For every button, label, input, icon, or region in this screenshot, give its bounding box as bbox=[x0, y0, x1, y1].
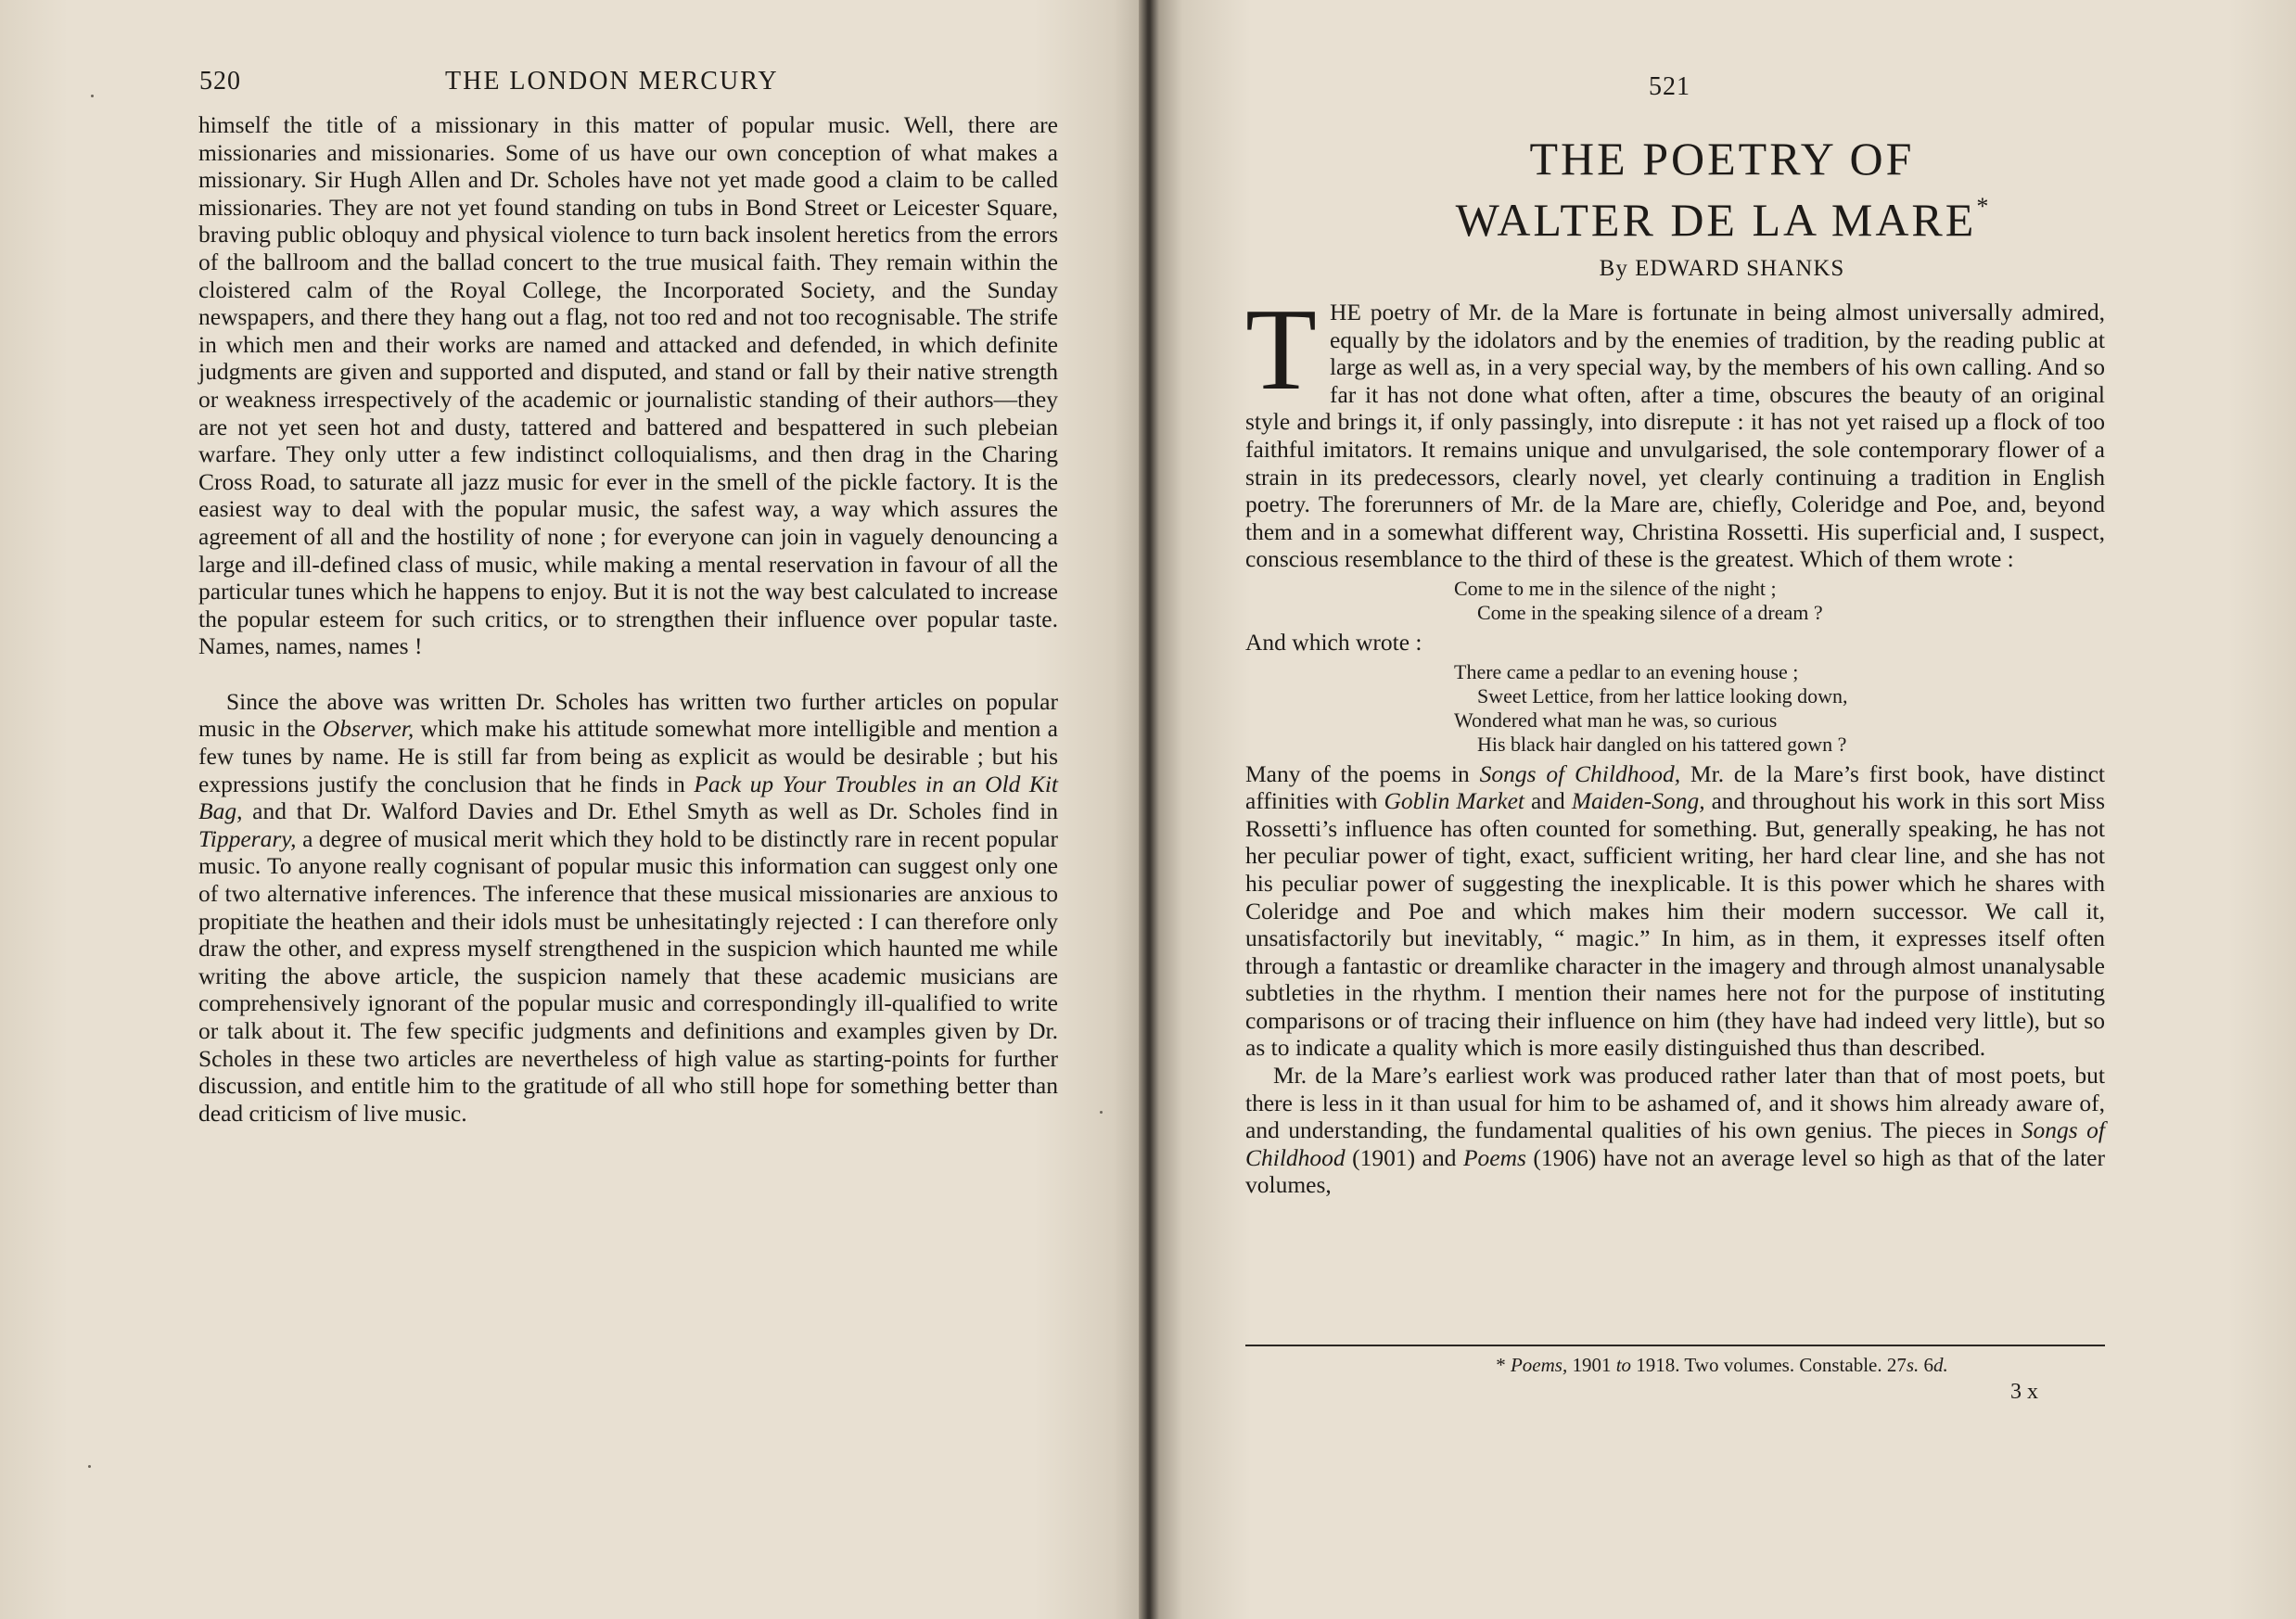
text-run: 1901 bbox=[1567, 1354, 1616, 1376]
running-head: THE LONDON MERCURY bbox=[445, 67, 779, 96]
text-run: (1906) have not an average level so high as that of the later volumes, bbox=[1245, 1143, 2105, 1199]
paper-speck bbox=[91, 95, 94, 97]
text-run: a degree of musical merit which they hold to be distinctly rare in recent popular music. To anyone really cognisant of popular music this information can suggest only one of two alternative inferences. The inference that these musical missionaries are anxious to propitiate the heathen and their idols must be unhesitatingly rejected : I can therefore only draw the other, and express myself strengthened in the suspicion which haunted me while writing the above article, the suspicion namely that these academic musicians are comprehensively ignorant of the popular music and correspondingly ill-qualified to write or talk about it. The few specific judgments and definitions and examples given by Dr. Scholes in these two articles are nevertheless of high value as starting-points for further discussion, and entitle him to the gratitude of all who still hope for something better than dead criticism of live music. bbox=[198, 824, 1058, 1127]
text-run: to bbox=[1615, 1354, 1632, 1376]
italic-title: Tipperary, bbox=[198, 824, 297, 852]
page-number: 520 bbox=[199, 67, 241, 96]
text-run: Many of the poems in bbox=[1245, 759, 1480, 787]
page-number: 521 bbox=[1649, 72, 1690, 101]
text-run: (1901) and bbox=[1345, 1143, 1463, 1171]
title-line: THE POETRY OF bbox=[1529, 133, 1915, 185]
book-gutter bbox=[1139, 0, 1159, 1619]
paragraph: himself the title of a missionary in this matter of popular music. Well, there are missionaries and missionaries. Some of us have our own conception of what makes a missionary. Sir Hugh Allen and Dr. Scholes have not yet made good a claim to be called missionaries. They are not yet found standing on tubs in Bond Street or Leicester Square, braving public obloquy and physical violence to turn back insolent heretics from the errors of the ballroom and the ballad concert to the true musical faith. They remain within the cloistered calm of the Royal College, the Incorporated Society, and the Sunday newspapers, and there they hang out a flag, not too red and not too recognisable. The strife in which men and their works are named and attacked and defended, in which definite judgments are given and supported and disputed, and stand or fall by their native strength or weakness irrespectively of the academic or journalistic standing of their authors—they are not yet seen hot and dusty, tattered and battered and bespattered in such plebeian warfare. They only utter a few indistinct colloquialisms, and then drag in the Charing Cross Road, to saturate all jazz music for ever in the smell of the pickle factory. It is the easiest way to deal with the popular music, the safest way, a way which assures the agreement of all and the hostility of none ; for everyone can join in vaguely denouncing a large and ill-defined class of music, while making a mental reservation in favour of all the particular tunes which he happens to enjoy. But it is not the way best calculated to increase the popular esteem for such critics, or to strengthen their influence over popular taste. Names, names, names ! bbox=[198, 111, 1058, 660]
text-run: Mr. de la Mare’s earliest work was produced rather later than that of most poets, but there is less in it than usual for him to be ashamed of, and it shows him already aware of, and understanding, the fundamental qualities of his own genius. The pieces in bbox=[1245, 1062, 2105, 1144]
right-text-column bbox=[1245, 286, 2105, 1199]
italic-title: Maiden-Song, bbox=[1571, 787, 1705, 815]
title-text: WALTER DE LA MARE bbox=[1455, 194, 1977, 246]
drop-cap: T bbox=[1245, 286, 1317, 414]
footnote bbox=[1148, 1354, 2296, 1377]
text-run: 6 bbox=[1919, 1354, 1934, 1376]
italic-title: Songs of Childhood bbox=[1245, 1116, 2105, 1171]
paragraph bbox=[1245, 1062, 2105, 1199]
italic-title: Goblin Market bbox=[1384, 787, 1524, 815]
text-run: HE poetry of Mr. de la Mare is fortunate in being almost universally admired, equally by the idolators and by the enemies of tradition, by the reading public at large as well as, in a very special way, by the members of his own calling. And so far it has not done what often, after a time, obscures the beauty of an original style and brings it, if only passingly, into disrepute : it has not yet raised up a flock of too faithful imitators. It remains unique and unvulgarised, the sole contemporary flower of a strain in its predecessors, clearly novel, yet clearly continuing a tradition in English poetry. The forerunners of Mr. de la Mare are, chiefly, Coleridge and Poe, and, beyond them and in a somewhat different way, Christina Rossetti. His superficial and, I suspect, conscious resemblance to the third of these is the greatest. Which of them wrote : bbox=[1245, 299, 2105, 573]
verse-line: Wondered what man he was, so curious bbox=[1454, 708, 1778, 732]
paragraph bbox=[1245, 286, 2105, 573]
byline: By EDWARD SHANKS bbox=[1599, 256, 1845, 281]
verse-line: There came a pedlar to an evening house ; bbox=[1454, 659, 1799, 683]
paragraph bbox=[198, 688, 1058, 1128]
italic-title: Pack up Your Troubles in an Old Kit Bag, bbox=[198, 770, 1058, 825]
footnote-rule bbox=[1245, 1345, 2105, 1346]
text-run: and throughout his work in this sort Miss Rossetti’s influence has often counted for something. But, generally speaking, he has not her peculiar power of tight, exact, sufficient writing, her hard clear line, and she has not his peculiar power of suggesting the inexplicable. It is this power which he shares with Coleridge and Poe and which makes him their modern successor. We call it, unsatisfactorily but inevitably, “ magic.” In him, as in them, it expresses itself often through a fantastic or dreamlike character in the imagery and through almost unanalysable subtleties in the rhythm. I mention their names here not for the purpose of instituting comparisons or of tracing their influence on him (they have had indeed very little), but so as to indicate a quality which is more easily distinguished thus than described. bbox=[1245, 787, 2105, 1062]
text-run: 1918. Two volumes. Constable. 27 bbox=[1631, 1354, 1907, 1376]
text-run: Mr. de la Mare’s first book, have distinct affinities with bbox=[1245, 759, 2105, 815]
text-run: s. bbox=[1906, 1354, 1920, 1376]
signature-mark: 3 x bbox=[2010, 1380, 2038, 1404]
text-run: and that Dr. Walford Davies and Dr. Ethel Smyth as well as Dr. Scholes find in bbox=[242, 797, 1058, 825]
italic-title: Poems bbox=[1462, 1143, 1526, 1171]
left-text-column bbox=[198, 111, 1058, 1127]
paper-speck bbox=[1100, 1111, 1103, 1114]
verse-quote bbox=[1454, 577, 2105, 625]
verse-line: Come to me in the silence of the night ; bbox=[1454, 576, 1777, 600]
text-run: d. bbox=[1933, 1354, 1948, 1376]
text-run: and bbox=[1524, 787, 1572, 815]
paper-speck bbox=[88, 1465, 91, 1468]
verse-quote bbox=[1454, 660, 2105, 757]
title-line bbox=[1148, 193, 2296, 247]
right-page bbox=[1148, 0, 2296, 1619]
footnote-marker: * bbox=[1976, 193, 1989, 220]
footnote-marker: * bbox=[1496, 1354, 1511, 1376]
italic-title: Poems, bbox=[1510, 1354, 1568, 1376]
italic-title: Songs of Childhood, bbox=[1479, 759, 1681, 787]
italic-title: Observer, bbox=[322, 715, 415, 743]
verse-line: His black hair dangled on his tattered gown ? bbox=[1477, 732, 1847, 756]
text-run: Since the above was written Dr. Scholes has written two further articles on popular music in the bbox=[198, 687, 1058, 743]
text-run: which make his attitude somewhat more intelligible and mention a few tunes by name. He is still far from being as explicit as would be desirable ; but his expressions justify the conclusion that he finds in bbox=[198, 715, 1058, 797]
verse-line: Sweet Lettice, from her lattice looking down, bbox=[1477, 683, 1848, 708]
verse-line: Come in the speaking silence of a dream ? bbox=[1477, 600, 1823, 624]
paragraph bbox=[1245, 760, 2105, 1063]
paragraph: And which wrote : bbox=[1245, 628, 1422, 656]
